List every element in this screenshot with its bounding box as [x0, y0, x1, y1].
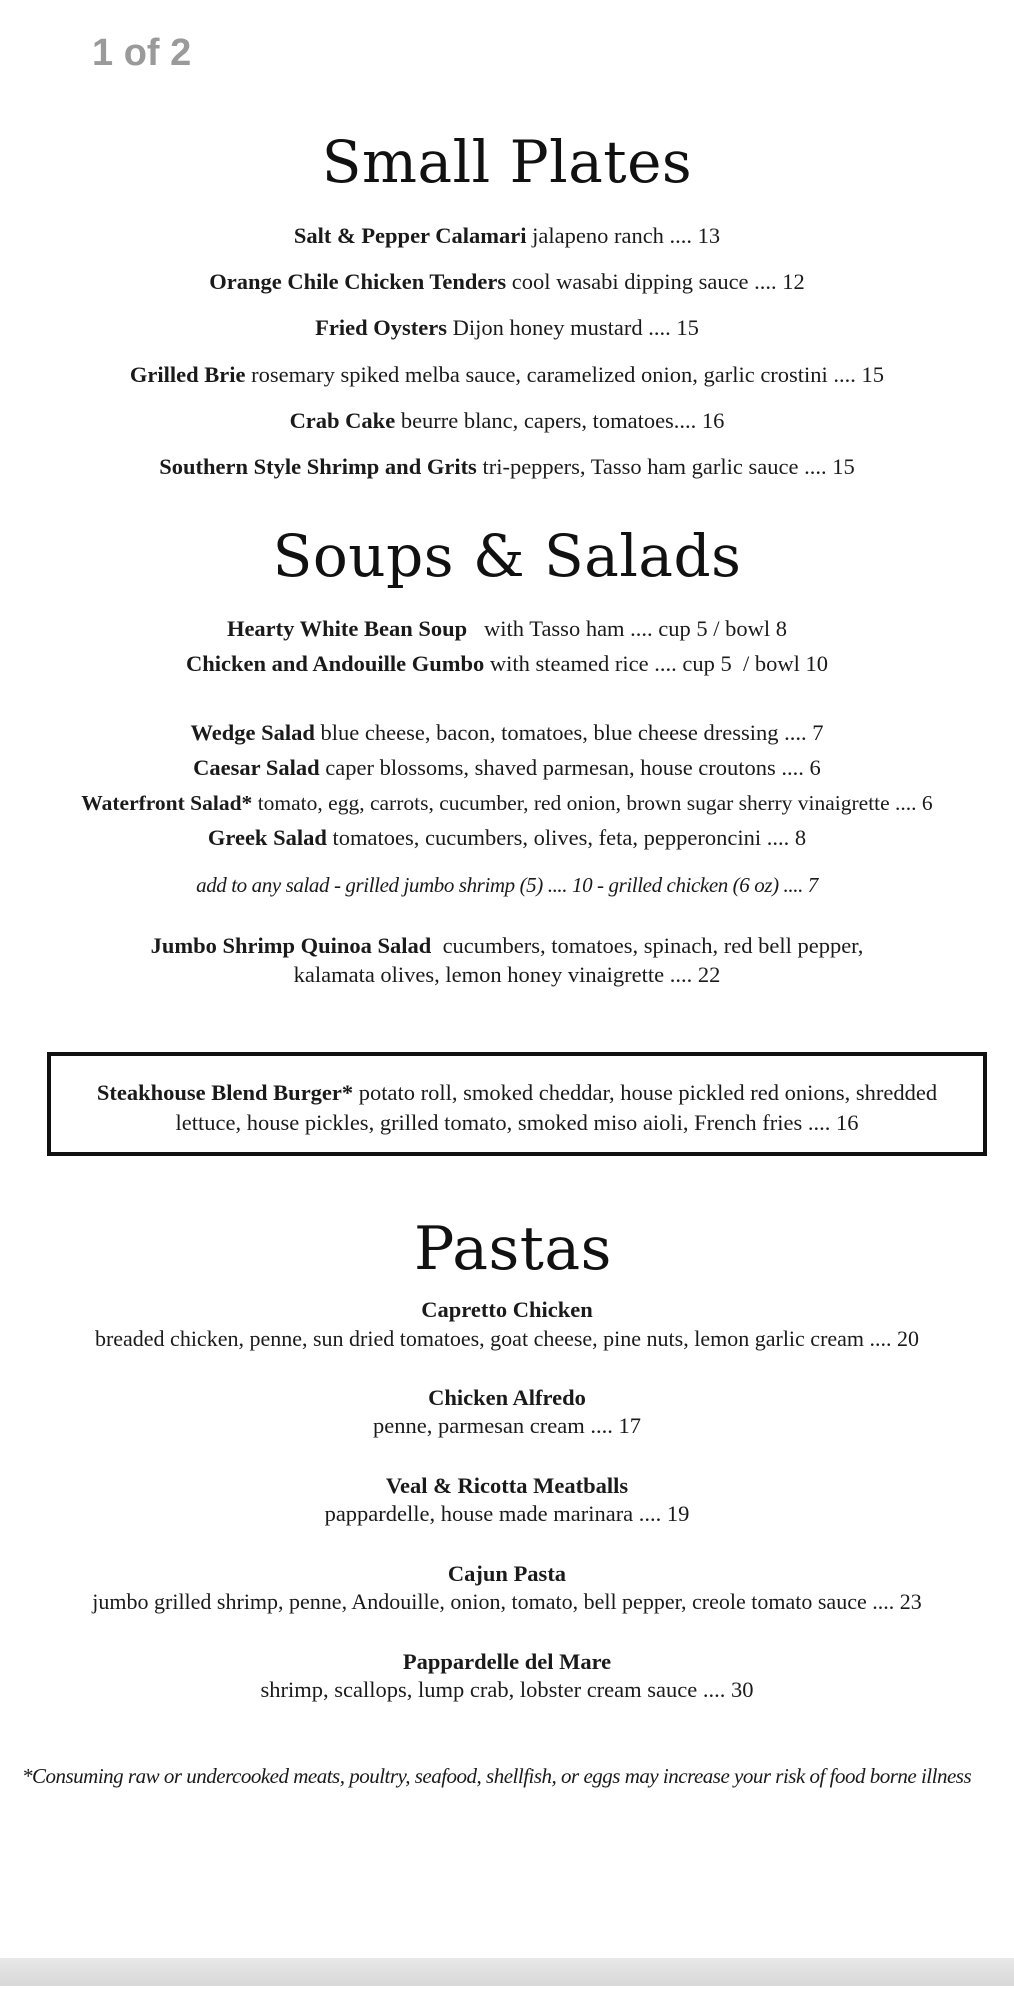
item-name: Greek Salad: [207, 825, 327, 850]
small-plates-heading: Small Plates: [321, 128, 693, 196]
menu-item-white-bean-soup: [0, 614, 1014, 644]
item-desc: jalapeno ranch .... 13: [526, 223, 721, 248]
pasta-name-capretto: Capretto Chicken: [421, 1297, 593, 1322]
viewer-bottom-bar: [0, 1958, 1014, 1986]
menu-item-wedge-salad: [0, 718, 1014, 748]
item-desc: with steamed rice .... cup 5 / bowl 10: [484, 651, 828, 676]
menu-item-calamari: [0, 221, 1014, 251]
item-name: Fried Oysters: [315, 315, 447, 340]
item-desc: tomato, egg, carrots, cucumber, red onion, brown sugar sherry vinaigrette .... 6: [252, 791, 933, 815]
item-name: Caesar Salad: [193, 755, 320, 780]
item-desc: tomatoes, cucumbers, olives, feta, pepperoncini .... 8: [326, 825, 807, 850]
menu-item-shrimp-grits: [0, 452, 1014, 482]
salad-addon-note: add to any salad - grilled jumbo shrimp (5) .... 10 - grilled chicken (6 oz) .... 7: [196, 873, 818, 897]
menu-item-greek-salad: [0, 823, 1014, 853]
menu-item-grilled-brie: [0, 360, 1014, 390]
pasta-desc-cajun: jumbo grilled shrimp, penne, Andouille, onion, tomato, bell pepper, creole tomato sauce .... 23: [92, 1589, 922, 1614]
pasta-name-cajun: Cajun Pasta: [447, 1561, 567, 1586]
item-name: Southern Style Shrimp and Grits: [159, 454, 477, 479]
burger-line-2: lettuce, house pickles, grilled tomato, smoked miso aioli, French fries .... 16: [175, 1110, 859, 1135]
pasta-desc-del-mare: shrimp, scallops, lump crab, lobster cream sauce .... 30: [260, 1677, 754, 1702]
pasta-desc-meatballs: pappardelle, house made marinara .... 19: [324, 1501, 690, 1526]
menu-item-crab-cake: [0, 406, 1014, 436]
pasta-desc-alfredo: penne, parmesan cream .... 17: [372, 1413, 641, 1438]
menu-item-chicken-tenders: [0, 267, 1014, 297]
pastas-heading: Pastas: [414, 1214, 612, 1284]
item-name: Wedge Salad: [190, 720, 315, 745]
item-name: Steakhouse Blend Burger*: [96, 1080, 354, 1105]
menu-item-fried-oysters: [0, 313, 1014, 343]
pasta-name-del-mare: Pappardelle del Mare: [402, 1649, 612, 1674]
pasta-name-alfredo: Chicken Alfredo: [428, 1385, 586, 1410]
item-name: Hearty White Bean Soup: [226, 616, 468, 641]
item-desc: with Tasso ham .... cup 5 / bowl 8: [467, 616, 788, 641]
item-name: Waterfront Salad*: [81, 791, 253, 815]
item-desc: potato roll, smoked cheddar, house pickled red onions, shredded: [353, 1080, 938, 1105]
item-name: Chicken and Andouille Gumbo: [186, 651, 485, 676]
item-name: Salt & Pepper Calamari: [293, 223, 527, 248]
burger-feature-box: [47, 1052, 987, 1156]
pasta-desc-capretto: breaded chicken, penne, sun dried tomatoes, goat cheese, pine nuts, lemon garlic cream .... 20: [94, 1326, 920, 1351]
burger-line-1: [51, 1078, 983, 1108]
item-name: Crab Cake: [289, 408, 396, 433]
item-name: Orange Chile Chicken Tenders: [209, 269, 507, 294]
item-name: Grilled Brie: [129, 362, 246, 387]
menu-item-quinoa-salad-desc: kalamata olives, lemon honey vinaigrette .... 22: [293, 962, 721, 987]
item-desc: cool wasabi dipping sauce .... 12: [506, 269, 805, 294]
menu-item-waterfront-salad: [0, 788, 1014, 818]
item-desc: Dijon honey mustard .... 15: [446, 315, 699, 340]
item-desc: rosemary spiked melba sauce, caramelized onion, garlic crostini .... 15: [245, 362, 885, 387]
page-indicator: 1 of 2: [92, 32, 192, 74]
menu-item-gumbo: [0, 649, 1014, 679]
item-desc: caper blossoms, shaved parmesan, house croutons .... 6: [319, 755, 821, 780]
item-desc: blue cheese, bacon, tomatoes, blue cheese dressing .... 7: [314, 720, 824, 745]
menu-item-caesar-salad: [0, 753, 1014, 783]
item-desc: tri-peppers, Tasso ham garlic sauce .... 15: [476, 454, 855, 479]
item-desc: cucumbers, tomatoes, spinach, red bell pepper,: [431, 933, 864, 958]
item-desc: beurre blanc, capers, tomatoes.... 16: [395, 408, 725, 433]
food-safety-disclaimer: *Consuming raw or undercooked meats, poultry, seafood, shellfish, or eggs may increase your risk of food borne illness: [22, 1764, 972, 1788]
menu-item-quinoa-salad: [0, 931, 1014, 961]
item-name: Jumbo Shrimp Quinoa Salad: [150, 933, 432, 958]
soups-salads-heading: Soups & Salads: [272, 522, 742, 590]
pasta-name-meatballs: Veal & Ricotta Meatballs: [385, 1473, 629, 1498]
